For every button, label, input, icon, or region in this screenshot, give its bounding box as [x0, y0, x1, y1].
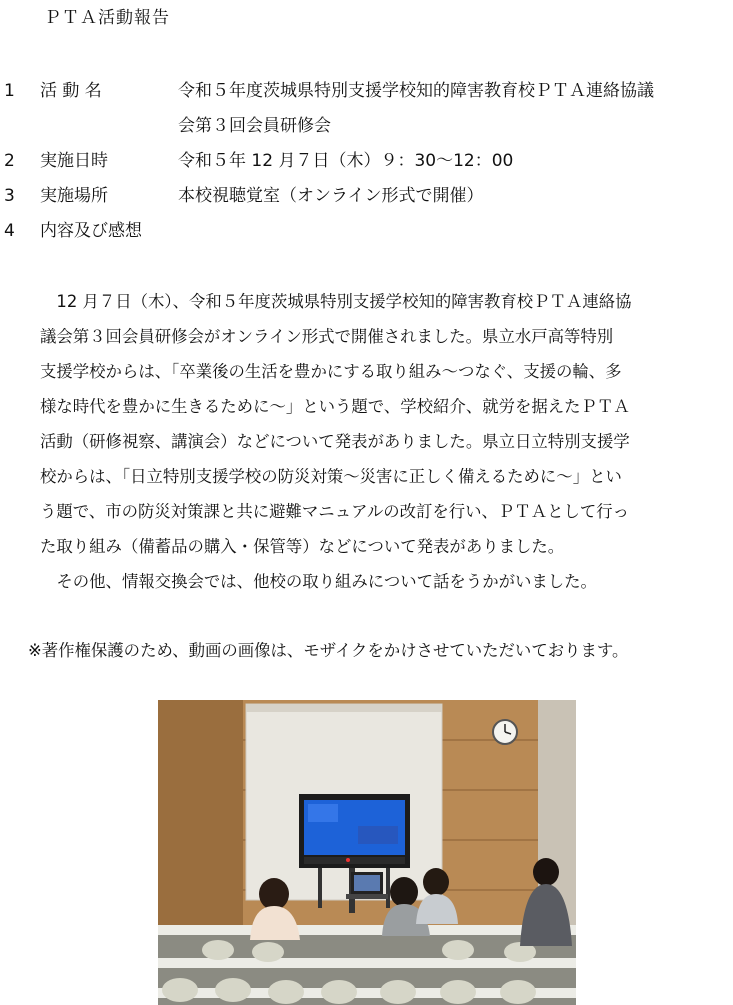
item-4-label: 内容及び感想 — [40, 221, 142, 241]
body-line: 12 月７日（木）、令和５年度茨城県特別支援学校知的障害教育校ＰＴＡ連絡協 — [40, 292, 632, 311]
item-3-label: 実施場所 — [40, 186, 108, 206]
body-line: 校からは、「日立特別支援学校の防災対策〜災害に正しく備えるために〜」とい — [40, 467, 622, 486]
body-line: 支援学校からは、「卒業後の生活を豊かにする取り組み〜つなぐ、支援の輪、多 — [40, 362, 622, 381]
body-line: 様な時代を豊かに生きるために〜」という題で、学校紹介、就労を据えたＰＴＡ — [40, 397, 630, 416]
report-title: ＰＴＡ活動報告 — [44, 8, 170, 28]
item-1-value-continued: 会第３回会員研修会 — [178, 116, 331, 136]
meeting-photo — [158, 700, 576, 1005]
desk-row — [158, 925, 576, 935]
item-3-number: 3 — [4, 186, 15, 206]
body-line: 活動（研修視察、講演会）などについて発表がありました。県立日立特別支援学 — [40, 432, 630, 451]
item-4-number: 4 — [4, 221, 15, 241]
copyright-note: ※著作権保護のため、動画の画像は、モザイクをかけさせていただいております。 — [28, 641, 629, 660]
item-2-value: 令和５年 12 月７日（木）９：30〜12：00 — [178, 151, 514, 171]
item-1-number: 1 — [4, 81, 15, 101]
body-line: その他、情報交換会では、他校の取り組みについて話をうかがいました。 — [40, 572, 597, 591]
body-line: た取り組み（備蓄品の購入・保管等）などについて発表がありました。 — [40, 537, 565, 556]
body-line: う題で、市の防災対策課と共に避難マニュアルの改訂を行い、ＰＴＡとして行っ — [40, 502, 630, 521]
item-1-label: 活 動 名 — [40, 81, 102, 101]
item-3-value: 本校視聴覚室（オンライン形式で開催） — [178, 186, 484, 206]
item-1-value: 令和５年度茨城県特別支援学校知的障害教育校ＰＴＡ連絡協議 — [178, 81, 654, 101]
item-2-number: 2 — [4, 151, 15, 171]
item-2-label: 実施日時 — [40, 151, 108, 171]
body-line: 議会第３回会員研修会がオンライン形式で開催されました。県立水戸高等特別 — [40, 327, 614, 346]
